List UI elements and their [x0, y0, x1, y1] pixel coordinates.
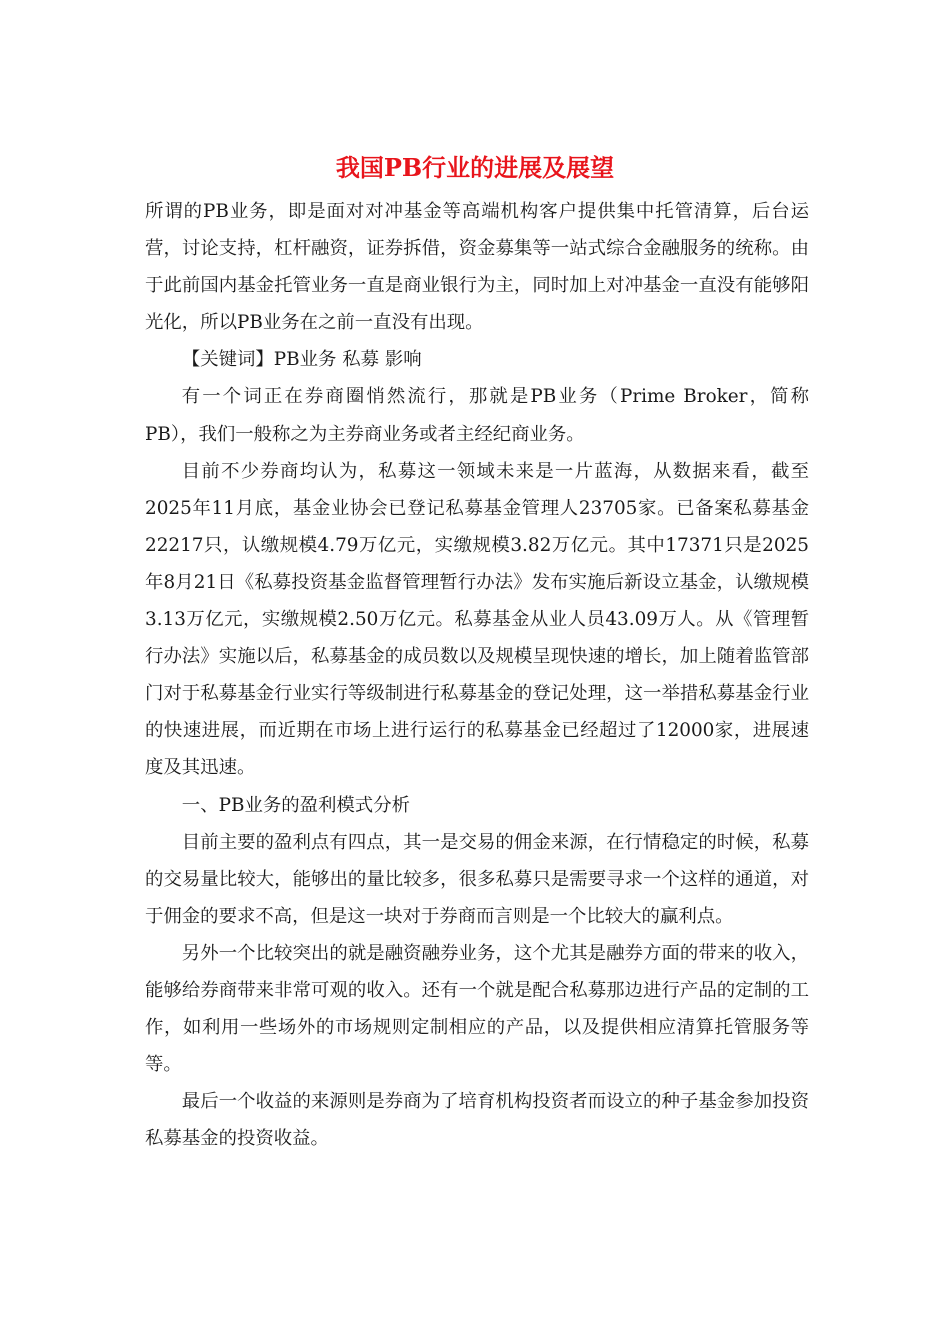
section-heading: 一、PB业务的盈利模式分析 [181, 794, 410, 816]
body-paragraph: 最后一个收益的来源则是券商为了培育机构投资者而设立的种子基金参加投资私募基金的投资收益。 [145, 1091, 809, 1150]
document-body [145, 193, 809, 1157]
keywords-paragraph: 【关键词】PB业务 私募 影响 [181, 349, 422, 371]
body-paragraph: 目前主要的盈利点有四点，其一是交易的佣金来源，在行情稳定的时候，私募的交易量比较大，能够出的量比较多，很多私募只是需要寻求一个这样的通道，对于佣金的要求不高，但是这一块对于券商而言则是一个比较大的赢利点。 [145, 831, 809, 927]
body-paragraph: 另外一个比较突出的就是融资融券业务，这个尤其是融券方面的带来的收入，能够给券商带来非常可观的收入。还有一个就是配合私募那边进行产品的定制的工作，如利用一些场外的市场规则定制相应的产品，以及提供相应清算托管服务等等。 [145, 942, 809, 1076]
intro-paragraph: 所谓的PB业务，即是面对对冲基金等高端机构客户提供集中托管清算，后台运营，讨论支持，杠杆融资，证券拆借，资金募集等一站式综合金融服务的统称。由于此前国内基金托管业务一直是商业银行为主，同时加上对冲基金一直没有能够阳光化，所以PB业务在之前一直没有出现。 [145, 201, 809, 334]
body-paragraph: 目前不少券商均认为，私募这一领域未来是一片蓝海，从数据来看，截至2025年11月底，基金业协会已登记私募基金管理人23705家。已备案私募基金22217只，认缴规模4.79万亿元，实缴规模3.82万亿元。其中17371只是2025年8月21日《私募投资基金监督管理暂行办法》发布实施后新设立基金，认缴规模3.13万亿元，实缴规模2.50万亿元。私募基金从业人员43.09万人。从《管理暂行办法》实施以后，私募基金的成员数以及规模呈现快速的增长，加上随着监管部门对于私募基金行业实行等级制进行私募基金的登记处理，这一举措私募基金行业的快速进展，而近期在市场上进行运行的私募基金已经超过了12000家，进展速度及其迅速。 [145, 460, 809, 779]
body-paragraph: 有一个词正在券商圈悄然流行，那就是PB业务（Prime Broker，简称PB），我们一般称之为主券商业务或者主经纪商业务。 [145, 386, 809, 445]
document-title: 我国PB行业的进展及展望 [335, 153, 615, 182]
